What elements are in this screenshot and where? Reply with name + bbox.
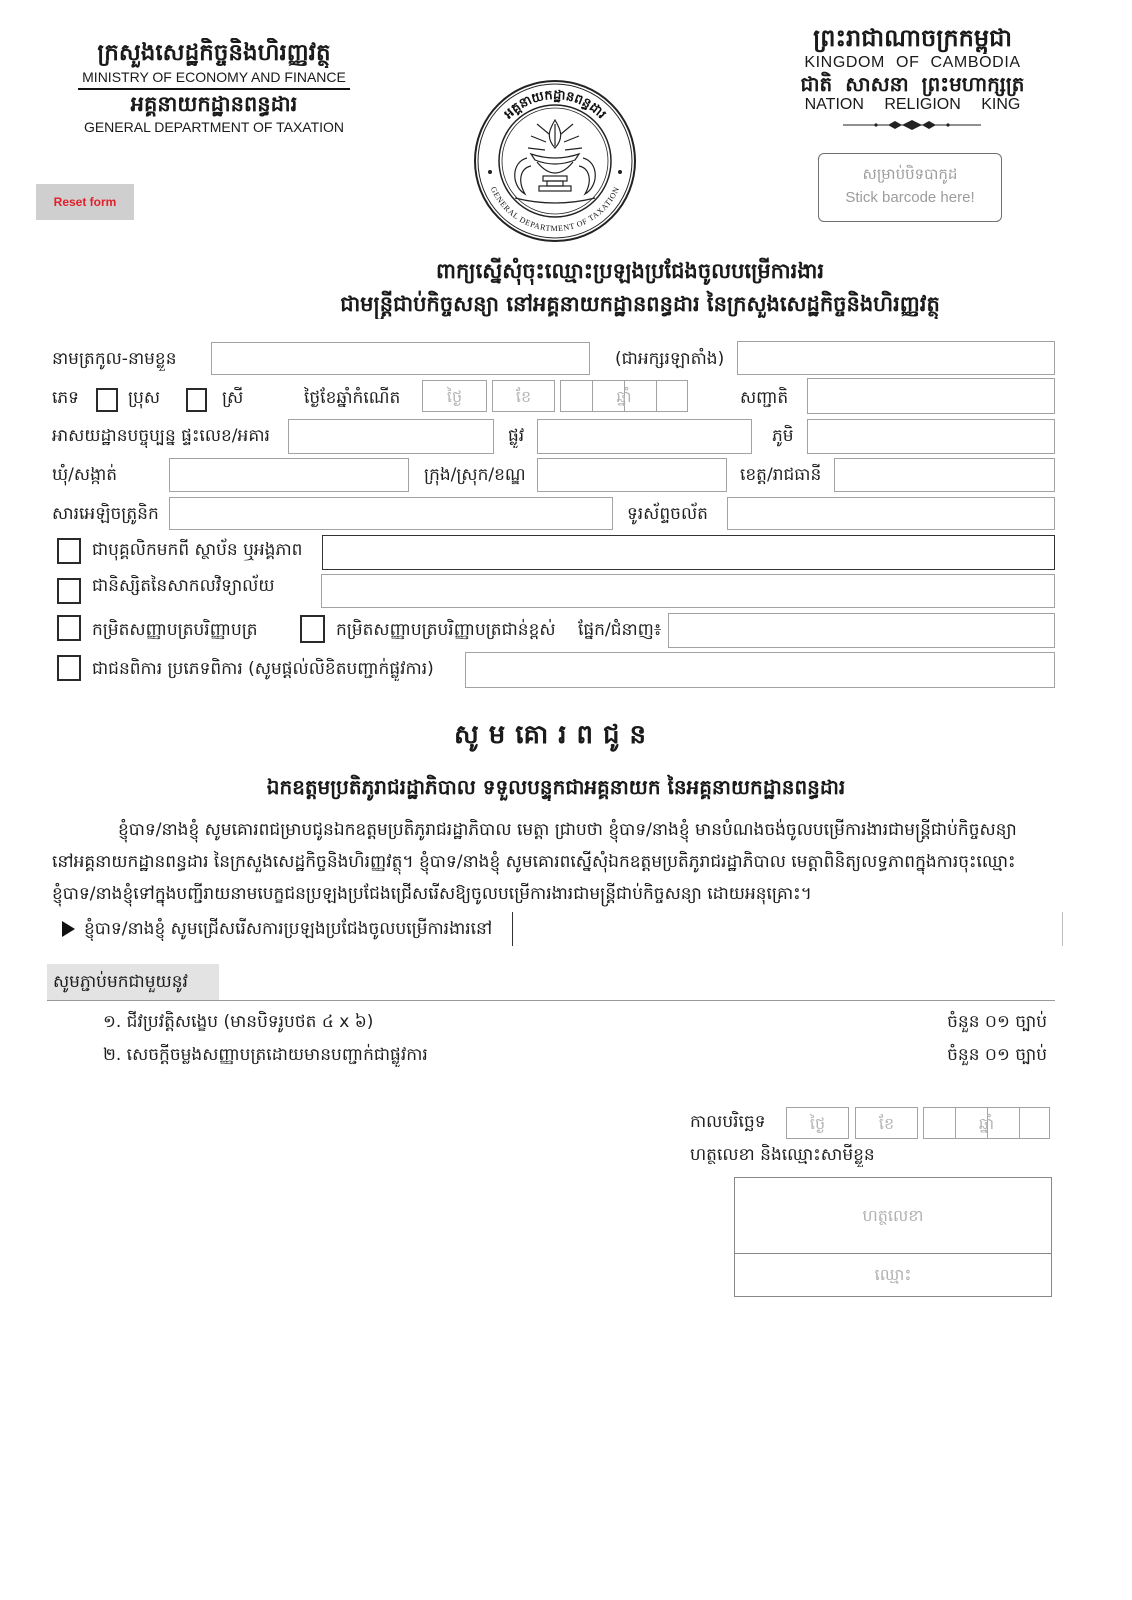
- exam-location-input[interactable]: [512, 912, 1063, 946]
- district-label: ក្រុង/ស្រុក/ខណ្ឌ: [424, 465, 526, 485]
- barcode-sticker-area: [818, 153, 1002, 222]
- birth-month-input[interactable]: [492, 380, 555, 412]
- signature-label: ហត្ថលេខា និងឈ្មោះសាមីខ្លួន: [690, 1145, 875, 1165]
- latin-name-label: (ជាអក្សរឡាតាំង): [615, 349, 725, 369]
- attachment-item-2: ២. សេចក្តីចម្លងសញ្ញាបត្រដោយមានបញ្ជាក់ជាផ្លូវការ: [103, 1045, 428, 1065]
- attachment-item-1-count: ចំនួន ០១ ច្បាប់: [947, 1012, 1047, 1032]
- street-label: ផ្លូវ: [508, 426, 525, 446]
- attachments-rule: [47, 1000, 1055, 1001]
- barcode-label-kh: សម្រាប់បិទបាកូដ: [862, 165, 958, 183]
- address-house-input[interactable]: [288, 419, 494, 454]
- gdt-seal-logo: [470, 76, 640, 246]
- student-label: ជានិស្សិតនៃសាកលវិទ្យាល័យ: [92, 576, 275, 596]
- employee-institution-input[interactable]: [322, 535, 1055, 570]
- ministry-name-kh: ក្រសួងសេដ្ឋកិច្ចនិងហិរញ្ញវត្ថុ: [97, 39, 331, 66]
- attachments-header: សូមភ្ជាប់មកជាមួយនូវ: [47, 964, 219, 1000]
- form-title-line2: ជាមន្ត្រីជាប់កិច្ចសន្យា នៅអគ្គនាយកដ្ឋានពន្ធដារ នៃក្រសួងសេដ្ឋកិច្ចនិងហិរញ្ញវត្ថុ: [340, 291, 940, 316]
- attachment-item-2-count: ចំនួន ០១ ច្បាប់: [947, 1045, 1047, 1065]
- full-name-label: នាមត្រកូល-នាមខ្លួន: [52, 349, 177, 369]
- form-title-line1: ពាក្យស្នើសុំចុះឈ្មោះប្រឡងប្រជែងចូលបម្រើការងារ: [435, 258, 824, 283]
- mobile-label: ទូរស័ព្ទចល័ត: [627, 504, 708, 524]
- recipient-heading: ឯកឧត្តមប្រតិភូរាជរដ្ឋាភិបាល ទទួលបន្ទុកជាអគ្គនាយក នៃអគ្គនាយកដ្ឋានពន្ធដារ: [266, 775, 846, 799]
- student-checkbox[interactable]: [57, 578, 81, 604]
- employee-label: ជាបុគ្គលិកមកពី ស្ថាប័ន ឬអង្គភាព: [92, 540, 303, 560]
- seal-bottom-text: GENERAL DEPARTMENT OF TAXATION: [488, 185, 622, 233]
- date-month-input[interactable]: [855, 1107, 918, 1139]
- sex-label: ភេទ: [52, 388, 79, 408]
- disability-checkbox[interactable]: [57, 655, 81, 681]
- arrow-bullet-icon: [62, 921, 75, 937]
- salutation-heading: សូមគោរពជូន: [453, 720, 657, 750]
- bachelor-label: កម្រិតសញ្ញាបត្របរិញ្ញាបត្រ: [92, 620, 258, 640]
- sex-male-label: ប្រុស: [128, 388, 161, 408]
- birth-day-input[interactable]: [422, 380, 487, 412]
- reset-form-button[interactable]: Reset form: [36, 184, 134, 220]
- master-label: កម្រិតសញ្ញាបត្របរិញ្ញាបត្រជាន់ខ្ពស់: [336, 620, 556, 640]
- disability-label: ជាជនពិការ ប្រភេទពិការ (សូមផ្តល់លិខិតបញ្ជាក់ផ្លូវការ): [92, 659, 434, 679]
- university-input[interactable]: [321, 574, 1055, 608]
- commune-label: ឃុំ/សង្កាត់: [52, 465, 118, 485]
- full-name-input[interactable]: [211, 342, 590, 375]
- sex-male-checkbox[interactable]: [96, 388, 118, 412]
- attachment-item-1: ១. ជីវប្រវត្តិសង្ខេប (មានបិទរូបថត ៤ x ៦): [103, 1012, 374, 1032]
- commune-input[interactable]: [169, 458, 409, 492]
- ornament-divider-icon: [843, 120, 981, 130]
- master-checkbox[interactable]: [300, 615, 325, 643]
- exam-location-label: ខ្ញុំបាទ/នាងខ្ញុំ សូមជ្រើសរើសការប្រឡងប្រជែងចូលបម្រើការងារនៅ: [84, 919, 493, 939]
- address-house-label: អាសយដ្ឋានបច្ចុប្បន្ន ផ្ទះលេខ/អគារ: [52, 426, 270, 446]
- birth-date-label: ថ្ងៃខែឆ្នាំកំណើត: [304, 388, 401, 408]
- disability-type-input[interactable]: [465, 652, 1055, 688]
- major-label: ផ្នែក/ជំនាញ៖: [578, 620, 662, 640]
- sex-female-label: ស្រី: [222, 388, 244, 408]
- signature-box: [734, 1177, 1052, 1297]
- date-label: កាលបរិច្ឆេទ: [690, 1112, 766, 1132]
- email-label: សារអេឡិចត្រូនិក: [52, 504, 159, 524]
- nationality-label: សញ្ជាតិ: [740, 388, 789, 408]
- mobile-input[interactable]: [727, 497, 1055, 530]
- province-input[interactable]: [834, 458, 1055, 492]
- seal-top-text: អគ្គនាយកដ្ឋានពន្ធដារ: [501, 87, 609, 123]
- sex-female-checkbox[interactable]: [186, 388, 207, 412]
- signer-name-field[interactable]: ឈ្មោះ: [874, 1265, 912, 1284]
- department-name-kh: អគ្គនាយកដ្ឋានពន្ធដារ: [130, 91, 298, 116]
- email-input[interactable]: [169, 497, 613, 530]
- bachelor-checkbox[interactable]: [57, 615, 81, 641]
- district-input[interactable]: [537, 458, 727, 492]
- latin-name-input[interactable]: [737, 341, 1055, 375]
- kingdom-name-kh: ព្រះរាជាណាចក្រកម្ពុជា: [813, 23, 1012, 52]
- body-paragraph-line3: ខ្ញុំបាទ/នាងខ្ញុំទៅក្នុងបញ្ជីរាយនាមបេក្ខជនប្រឡងប្រជែងជ្រើសរើសឱ្យចូលបម្រើការងារជាមន្ត្រីជាប់កិច្ចសន្យា ដោយអនុគ្រោះ។: [52, 884, 812, 904]
- kingdom-name-en: KINGDOM OF CAMBODIA: [804, 54, 1021, 71]
- employee-checkbox[interactable]: [57, 538, 81, 564]
- date-day-input[interactable]: [786, 1107, 849, 1139]
- street-input[interactable]: [537, 419, 752, 454]
- body-paragraph-line2: នៅអគ្គនាយកដ្ឋានពន្ធដារ នៃក្រសួងសេដ្ឋកិច្ចនិងហិរញ្ញវត្ថុ។ ខ្ញុំបាទ/នាងខ្ញុំ សូមគោរពស្នើសុំឯកឧត្តមប្រតិភូរាជរដ្ឋាភិបាល មេត្តាពិនិត្យលទ្ធភាពក្នុងការចុះឈ្មោះ: [52, 852, 1016, 872]
- body-paragraph-line1: ខ្ញុំបាទ/នាងខ្ញុំ សូមគោរពជម្រាបជូនឯកឧត្តមប្រតិភូរាជរដ្ឋាភិបាល មេត្តា ជ្រាបថា ខ្ញុំបាទ/នាងខ្ញុំ មានបំណងចង់ចូលបម្រើការងារជាមន្ត្រីជាប់កិច្ចសន្យា: [118, 820, 1017, 840]
- ministry-name-en: MINISTRY OF ECONOMY AND FINANCE: [82, 69, 346, 85]
- village-input[interactable]: [807, 419, 1055, 454]
- barcode-label-en: Stick barcode here!: [845, 189, 975, 206]
- department-name-en: GENERAL DEPARTMENT OF TAXATION: [83, 119, 345, 135]
- major-input[interactable]: [668, 613, 1055, 648]
- nationality-input[interactable]: [807, 378, 1055, 414]
- date-year-input[interactable]: [923, 1107, 1050, 1139]
- motto-en: NATION RELIGION KING: [804, 96, 1021, 113]
- motto-kh: ជាតិ សាសនា ព្រះមហាក្សត្រ: [800, 72, 1025, 96]
- birth-year-input[interactable]: [560, 380, 688, 412]
- village-label: ភូមិ: [772, 426, 794, 446]
- province-label: ខេត្ត/រាជធានី: [740, 465, 822, 485]
- signature-field[interactable]: ហត្ថលេខា: [862, 1206, 924, 1225]
